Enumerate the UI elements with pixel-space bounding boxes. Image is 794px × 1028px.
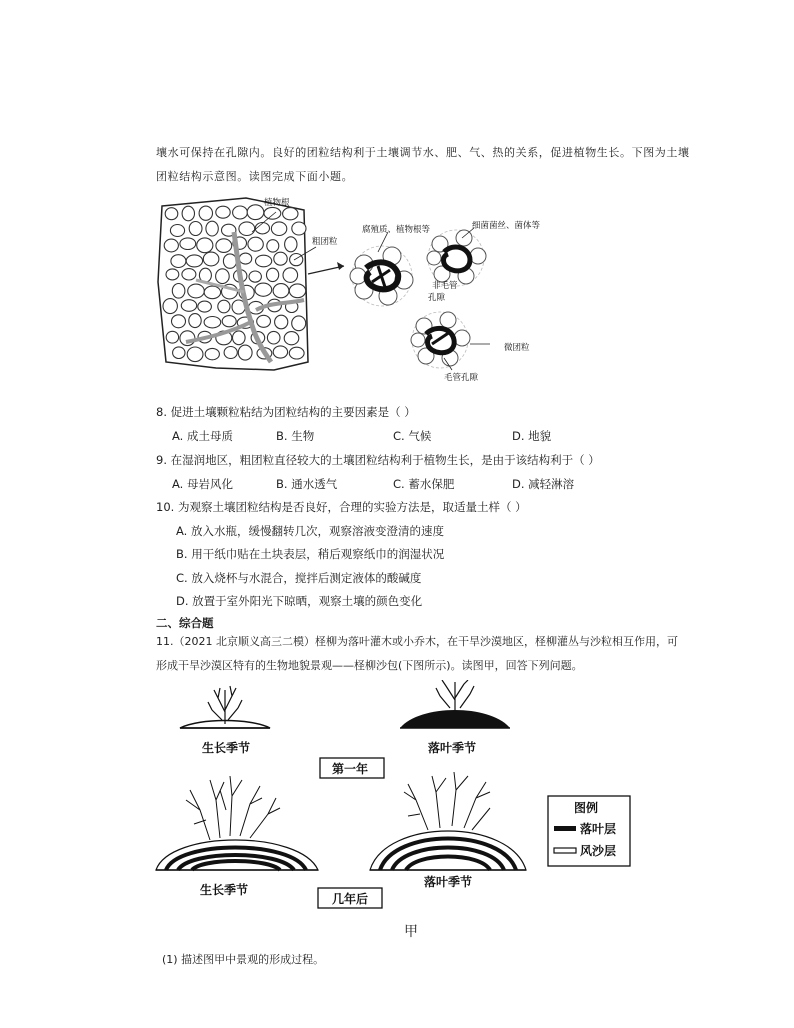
question-9-option-c: C. 蓄水保肥 [393, 477, 455, 491]
soil-particle [172, 284, 185, 299]
section-title: 二、综合题 [156, 616, 214, 630]
soil-particle [163, 299, 177, 314]
soil-particle [187, 347, 203, 362]
soil-particle [189, 314, 201, 328]
soil-particle [216, 239, 232, 253]
soil-particle [264, 207, 281, 219]
soil-particle [182, 269, 196, 280]
soil-aggregate-figure [156, 192, 576, 384]
soil-particle [222, 316, 236, 327]
label-growth-season-1: 生长季节 [202, 741, 251, 755]
years-later-growth-scene [156, 776, 318, 870]
soil-particle [239, 222, 255, 236]
soil-particle [271, 222, 286, 236]
label-humus: 腐殖质、植物根等 [362, 225, 431, 235]
soil-particle [292, 222, 306, 235]
soil-particle [239, 253, 251, 264]
label-years-later: 几年后 [332, 892, 369, 906]
soil-particle [267, 331, 280, 344]
label-coarse: 粗团粒 [312, 237, 338, 247]
soil-particle [181, 300, 196, 312]
soil-particle [216, 269, 230, 284]
soil-particle [166, 331, 178, 343]
soil-particle [292, 316, 306, 331]
soil-particle [182, 206, 194, 221]
legend-title: 图例 [574, 801, 599, 815]
soil-particle [172, 315, 186, 328]
label-fall-season-1: 落叶季节 [428, 741, 477, 755]
soil-particle [171, 255, 186, 268]
micro-aggregates [350, 230, 486, 368]
label-fall-season-2: 落叶季节 [424, 875, 473, 889]
legend-sand-swatch [554, 848, 576, 853]
soil-particle [165, 208, 178, 220]
soil-particle [198, 301, 212, 312]
question-8-option-a: A. 成土母质 [172, 429, 233, 443]
tamarisk-nebkha-figure [150, 680, 650, 910]
question-10-stem: 10. 为观察土壤团粒结构是否良好，合理的实验方法是，取适量土样（ ） [156, 500, 527, 514]
intro-line-2: 团粒结构示意图。读图完成下面小题。 [156, 170, 354, 183]
soil-particle [267, 268, 279, 281]
soil-particle [218, 300, 230, 313]
years-later-fall-scene [370, 772, 526, 870]
soil-particle [204, 286, 220, 299]
soil-particle [205, 348, 219, 359]
coarse-aggregate-block [158, 198, 308, 370]
label-growth-season-2: 生长季节 [200, 883, 249, 897]
soil-particle [206, 221, 218, 236]
soil-particle [289, 347, 304, 359]
soil-particle [285, 237, 297, 252]
soil-particle [204, 317, 221, 328]
soil-particle [274, 252, 287, 265]
soil-particle [284, 332, 299, 345]
soil-particle [273, 346, 287, 358]
soil-particle [273, 284, 289, 298]
soil-particle [290, 254, 303, 266]
soil-particle [170, 225, 184, 237]
question-9-option-b: B. 通水透气 [276, 477, 338, 491]
soil-particle [248, 237, 263, 251]
year1-fall-scene [400, 680, 510, 728]
soil-particle [180, 238, 196, 250]
soil-particle [223, 254, 236, 268]
label-noncapillary-2: 孔隙 [428, 293, 446, 303]
soil-particle [173, 347, 185, 359]
soil-particle [275, 315, 288, 329]
soil-particle [267, 240, 279, 252]
soil-particle [199, 206, 212, 220]
question-9-stem: 9. 在湿润地区，粗团粒直径较大的土壤团粒结构利于植物生长，是由于该结构利于（ ） [156, 453, 600, 467]
question-8-option-b: B. 生物 [276, 429, 315, 443]
soil-particle [186, 255, 202, 267]
soil-particle [238, 345, 252, 360]
intro-line-1: 壤水可保持在孔隙内。良好的团粒结构利于土壤调节水、肥、气、热的关系，促进植物生长。下图为土壤 [156, 146, 690, 159]
question-9-option-d: D. 减轻淋溶 [512, 477, 575, 491]
question-11-line-2: 形成干旱沙漠区特有的生物地貌景观——柽柳沙包(下图所示)。读图甲，回答下列问题。 [156, 659, 583, 672]
soil-particle [197, 238, 213, 253]
label-noncapillary-1: 非毛管 [432, 281, 458, 291]
legend-sand-label: 风沙层 [580, 844, 617, 858]
soil-particle [189, 222, 202, 236]
sub-question-1: (1) 描述图甲中景观的形成过程。 [162, 953, 325, 966]
year1-growth-scene [180, 686, 270, 728]
legend [548, 796, 630, 866]
question-10-option-c: C. 放入烧杯与水混合，搅拌后测定液体的酸碱度 [176, 571, 422, 585]
figure-caption: 甲 [404, 924, 418, 940]
soil-particle [249, 271, 261, 282]
soil-particle [255, 223, 269, 234]
soil-particle [233, 206, 248, 219]
soil-particle [224, 347, 237, 359]
question-8-option-c: C. 气候 [393, 429, 432, 443]
question-10-option-d: D. 放置于室外阳光下晾晒，观察土壤的颜色变化 [176, 594, 423, 608]
soil-particle [255, 283, 272, 296]
label-first-year: 第一年 [332, 762, 369, 776]
label-micro: 微团粒 [504, 343, 530, 353]
soil-particle [283, 208, 298, 220]
label-root: 植物根 [264, 198, 290, 208]
label-capillary: 毛管孔隙 [444, 373, 479, 383]
soil-particle [247, 205, 264, 220]
soil-particle [188, 284, 205, 298]
question-10-option-b: B. 用干纸巾贴在土块表层，稍后观察纸巾的润湿状况 [176, 547, 445, 561]
soil-particle [164, 239, 178, 252]
legend-leaf-swatch [554, 826, 576, 831]
question-11-line-1: 11.（2021 北京顺义高三二模）柽柳为落叶灌木或小乔木，在干旱沙漠地区，柽柳灌丛与沙粒相互作用，可 [156, 635, 678, 648]
soil-particle [289, 284, 305, 298]
label-bacteria: 细菌菌丝、菌体等 [472, 221, 541, 231]
soil-particle [216, 206, 230, 218]
question-10-option-a: A. 放入水瓶，缓慢翻转几次，观察溶液变澄清的速度 [176, 524, 444, 538]
soil-particle [283, 268, 298, 283]
question-8-option-d: D. 地貌 [512, 429, 552, 443]
soil-particle [256, 255, 272, 267]
question-8-stem: 8. 促进土壤颗粒粘结为团粒结构的主要因素是（ ） [156, 405, 416, 419]
soil-particle [166, 269, 179, 280]
question-9-option-a: A. 母岩风化 [172, 477, 233, 491]
legend-leaf-label: 落叶层 [580, 822, 617, 836]
soil-particle [233, 331, 246, 345]
soil-particle [203, 252, 219, 266]
soil-particle [257, 315, 271, 327]
